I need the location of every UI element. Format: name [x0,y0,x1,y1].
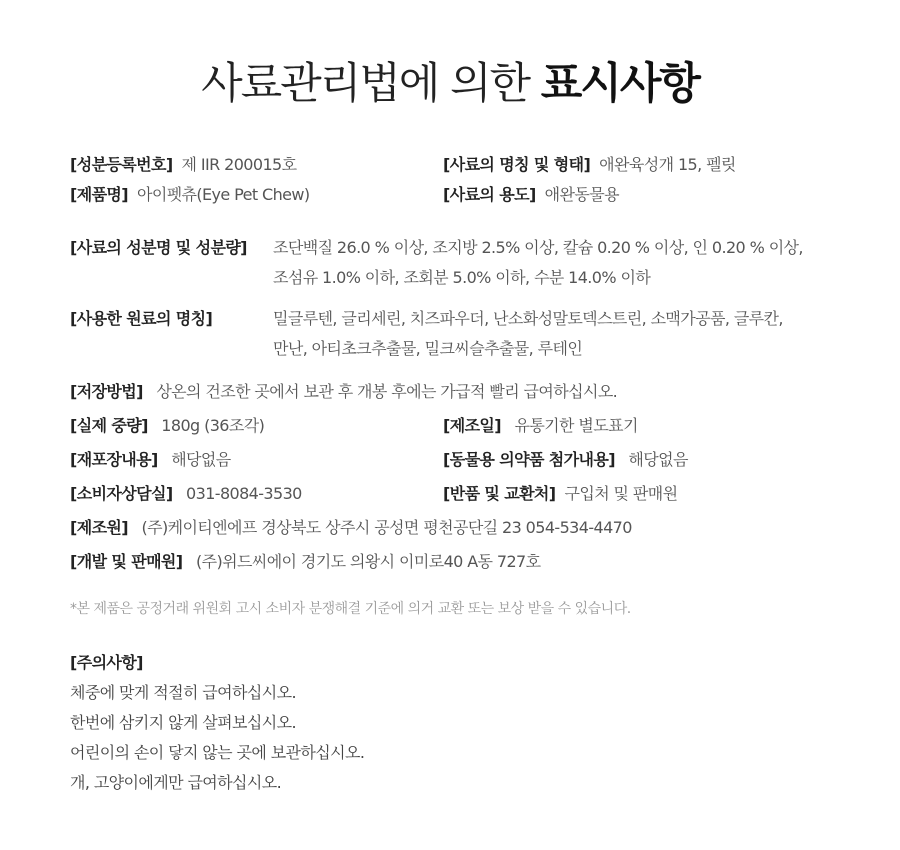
page-title [0,50,900,111]
weight-label: [실제 중량] [70,416,148,435]
title-bold: 표시사항 [540,59,699,109]
ingredients-label: [사료의 성분명 및 성분량] [70,238,247,257]
caution-label: [주의사항] [70,653,143,672]
raw-materials-line-2: 만난, 아티초크추출물, 밀크씨슬추출물, 루테인 [273,339,583,358]
consumer-service-value: 031-8084-3530 [186,484,302,503]
caution-item: 어린이의 손이 닿지 않는 곳에 보관하십시오. [70,743,365,762]
raw-materials-label: [사용한 원료의 명칭] [70,309,213,328]
storage-label: [저장방법] [70,382,143,401]
manufacturer-value: (주)케이티엔에프 경상북도 상주시 공성면 평천공단길 23 054-534-4470 [141,518,632,537]
product-name-label: [제품명] [70,185,128,204]
manufacture-date-label: [제조일] [443,416,501,435]
registration-value: 제 IIR 200015호 [181,155,297,174]
ingredients-line-2: 조섬유 1.0% 이하, 조회분 5.0% 이하, 수분 14.0% 이하 [273,268,651,287]
raw-materials-line-1: 밀글루텐, 글리세린, 치즈파우더, 난소화성말토덱스트린, 소맥가공품, 글루칸, [273,309,783,328]
drug-additives-row [443,450,688,470]
product-name-value: 아이펫츄(Eye Pet Chew) [136,185,310,204]
storage-value: 상온의 건조한 곳에서 보관 후 개봉 후에는 가급적 빨리 급여하십시오. [156,382,618,401]
distributor-row [70,552,541,572]
consumer-service-row [70,484,302,504]
repackaging-label: [재포장내용] [70,450,158,469]
raw-materials-label-row [70,309,212,329]
repackaging-value: 해당없음 [171,450,231,469]
manufacture-date-row [443,416,638,436]
distributor-label: [개발 및 판매원] [70,552,183,571]
caution-section [70,648,364,798]
return-place-label: [반품 및 교환처] [443,484,556,503]
feed-use-label: [사료의 용도] [443,185,536,204]
manufacturer-label: [제조원] [70,518,128,537]
drug-additives-value: 해당없음 [628,450,688,469]
return-place-value: 구입처 및 판매원 [564,484,678,503]
manufacturer-row [70,518,632,538]
weight-row [70,416,264,436]
title-normal: 사료관리법에 의한 [201,59,530,109]
weight-value: 180g (36조각) [161,416,265,435]
caution-item: 한번에 삼키지 않게 살펴보십시오. [70,713,296,732]
ingredients-line-1: 조단백질 26.0 % 이상, 조지방 2.5% 이상, 칼슘 0.20 % 이상, 인 0.20 % 이상, [273,238,803,257]
distributor-value: (주)위드씨에이 경기도 의왕시 이미로40 A동 727호 [195,552,541,571]
registration-label: [성분등록번호] [70,155,173,174]
drug-additives-label: [동물용 의약품 첨가내용] [443,450,615,469]
consumer-service-label: [소비자상담실] [70,484,173,503]
feed-use-row [443,185,619,205]
feed-type-value: 애완육성개 15, 펠릿 [599,155,736,174]
storage-row [70,382,617,402]
feed-use-value: 애완동물용 [544,185,619,204]
registration-row [70,155,296,175]
caution-item: 개, 고양이에게만 급여하십시오. [70,773,282,792]
compensation-notice: *본 제품은 공정거래 위원회 고시 소비자 분쟁해결 기준에 의거 교환 또는 보상 받을 수 있습니다. [70,601,631,617]
product-name-row [70,185,310,205]
return-place-row [443,484,677,504]
caution-item: 체중에 맞게 적절히 급여하십시오. [70,683,296,702]
feed-type-row [443,155,736,175]
feed-type-label: [사료의 명칭 및 형태] [443,155,591,174]
repackaging-row [70,450,231,470]
manufacture-date-value: 유통기한 별도표기 [514,416,638,435]
ingredients-label-row [70,238,247,258]
